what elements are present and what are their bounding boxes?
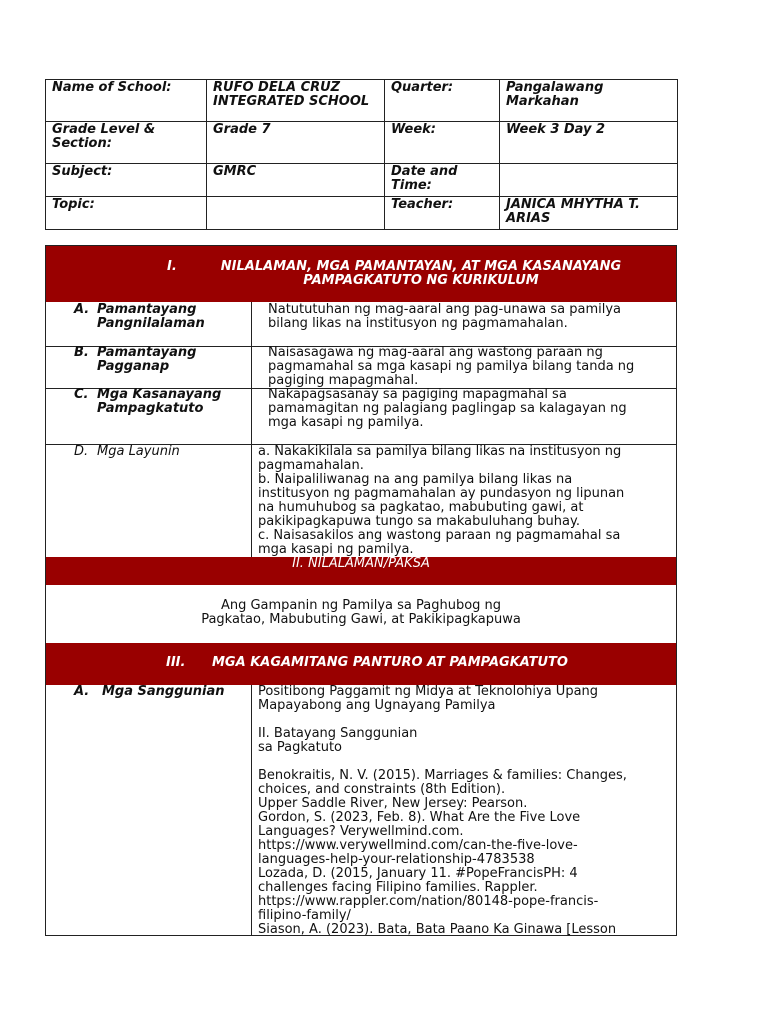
row-b-label [74,346,196,374]
section-2-content: Ang Gampanin ng Pamilya sa Paghubog ng Pagkatao, Mabubuting Gawi, at Pakikipagkapuwa [201,598,521,627]
sanggunian-title: Mga Sanggunian [102,684,225,699]
row-d-letter: D. [74,444,89,459]
row-c-letter: C. [74,387,89,402]
row-b-title: Pamantayang Pagganap [97,345,197,374]
subject-value: GMRC [207,164,385,197]
school-value: RUFO DELA CRUZ INTEGRATED SCHOOL [207,80,385,122]
section-3-header [46,643,676,685]
grade-label: Grade Level & Section: [46,122,207,164]
section-3-number: III. [166,655,186,670]
row-b-value: Naisasagawa ng mag-aaral ang wastong paraan ng pagmamahal sa mga kasapi ng pamilya bilang tanda ng pagiging mapagmahal. [268,345,635,388]
teacher-label: Teacher: [385,197,500,230]
school-label: Name of School: [46,80,207,122]
datetime-value [500,164,678,197]
row-c-label [74,388,221,416]
section-3-title: MGA KAGAMITANG PANTURO AT PAMPAGKATUTO [212,655,568,670]
row-c-title: Mga Kasanayang Pampagkatuto [97,387,222,416]
section-1-title: NILALAMAN, MGA PAMANTAYAN, AT MGA KASANAYANG PAMPAGKATUTO NG KURIKULUM [220,259,622,288]
column-divider [251,685,252,936]
sanggunian-label [74,685,225,699]
header-info-table [45,79,678,230]
row-a-title: Pamantayang Pangnilalaman [97,302,205,331]
sanggunian-value: Positibong Paggamit ng Midya at Teknolohiya Upang Mapayabong ang Ugnayang Pamilya II. Batayang Sanggunian sa Pagkatuto Benokraitis, N. V. (2015). Marriages & families: Changes, choices, and constraints (8th Edition). Upper Saddle River, New Jersey: Pearson. Gordon, S. (2023, Feb. 8). What Are the Five Love Languages? Verywellmind.com. https://www.verywellmind.com/can-the-five-love- languages-help-your-relationship-4783538 Lozada, D. (2015, January 11. #PopeFrancisPH: 4 challenges facing Filipino families. Rappler. https://www.rappler.com/nation/80148-pope-francis- filipino-family/ Siason, A. (2023). Bata, Bata Paano Ka Ginawa [Lesson [258,685,627,935]
lesson-plan-table [45,245,677,936]
section-1-header [46,246,676,302]
quarter-value: Pangalawang Markahan [500,80,678,122]
topic-value [207,197,385,230]
subject-label: Subject: [46,164,207,197]
row-d-title: Mga Layunin [97,444,180,459]
section-2-header [46,557,676,585]
week-label: Week: [385,122,500,164]
row-a-label [74,303,205,331]
row-d-value: a. Nakakikilala sa pamilya bilang likas na institusyon ng pagmamahalan. b. Naipaliliwanag na ang pamilya bilang likas na institusyon ng pagmamahalan ay pundasyon ng lipunan na humuhubog sa pagkatao, mabubuting gawi, at pakikipagkapuwa tungo sa makabuluhang buhay. c. Naisasakilos ang wastong paraan ng pagmamahal sa mga kasapi ng pamilya. [258,444,625,557]
row-c-value: Nakapagsasanay sa pagiging mapagmahal sa pamamagitan ng palagiang paglingap sa kalagayan ng mga kasapi ng pamilya. [268,387,627,430]
datetime-label: Date and Time: [385,164,500,197]
teacher-value: JANICA MHYTHA T. ARIAS [500,197,678,230]
row-a-letter: A. [74,302,90,317]
section-2-title: II. NILALAMAN/PAKSA [292,556,430,571]
row-a-value: Natututuhan ng mag-aaral ang pag-unawa sa pamilya bilang likas na institusyon ng pagmamahalan. [268,302,622,331]
week-value: Week 3 Day 2 [500,122,678,164]
section-1-number: I. [167,259,177,274]
column-divider [251,302,252,557]
sanggunian-letter: A. [74,684,90,699]
grade-value: Grade 7 [207,122,385,164]
topic-label: Topic: [46,197,207,230]
row-d-label [74,445,180,459]
row-b-letter: B. [74,345,89,360]
quarter-label: Quarter: [385,80,500,122]
